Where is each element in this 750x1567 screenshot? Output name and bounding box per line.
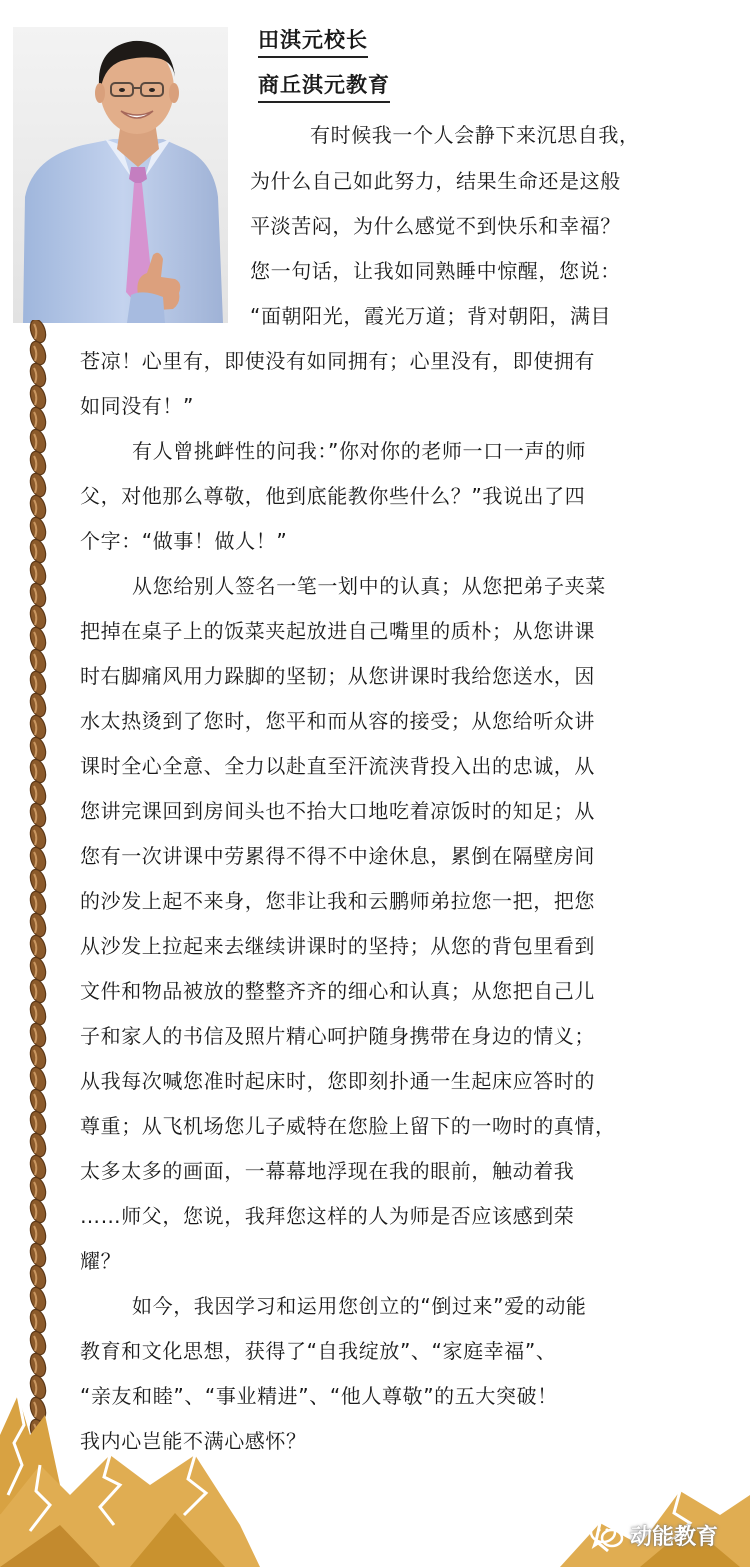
body-line: 从您给别人签名一笔一划中的认真；从您把弟子夹菜 xyxy=(132,574,606,598)
watermark-text: 动能教育 xyxy=(630,1524,719,1550)
body-line: 为什么自己如此努力，结果生命还是这般 xyxy=(250,169,621,193)
body-line: 有时候我一个人会静下来沉思自我， xyxy=(310,123,640,147)
body-line: 时右脚痛风用力跺脚的坚韧；从您讲课时我给您送水，因 xyxy=(80,664,595,688)
body-line: 尊重；从飞机场您儿子威特在您脸上留下的一吻时的真情， xyxy=(80,1114,616,1138)
body-line: 教育和文化思想，获得了“自我绽放”、“家庭幸福”、 xyxy=(80,1339,557,1363)
body-line: 子和家人的书信及照片精心呵护随身携带在身边的情义； xyxy=(80,1024,595,1048)
body-line: 我内心岂能不满心感怀？ xyxy=(80,1429,307,1453)
body-line: “亲友和睦”、“事业精进”、“他人尊敬”的五大突破！ xyxy=(80,1384,558,1408)
wechat-icon xyxy=(590,1520,624,1550)
body-line: 从我每次喊您准时起床时，您即刻扑通一生起床应答时的 xyxy=(80,1069,595,1093)
watermark xyxy=(590,1518,718,1552)
body-line: 文件和物品被放的整整齐齐的细心和认真；从您把自己儿 xyxy=(80,979,595,1003)
author-name: 田淇元校长 xyxy=(258,27,368,58)
body-line: 您讲完课回到房间头也不抬大口地吃着凉饭时的知足；从 xyxy=(80,799,595,823)
body-line: 父，对他那么尊敬，他到底能教你些什么？”我说出了四 xyxy=(80,484,586,508)
body-line: 太多太多的画面，一幕幕地浮现在我的眼前，触动着我 xyxy=(80,1159,575,1183)
body-line: 个字：“做事！做人！” xyxy=(80,529,288,553)
body-line: 您有一次讲课中劳累得不得不中途休息，累倒在隔壁房间 xyxy=(80,844,595,868)
body-line: 耀？ xyxy=(80,1249,122,1273)
body-line: 课时全心全意、全力以赴直至汗流浃背投入出的忠诚，从 xyxy=(80,754,595,778)
rope-border xyxy=(22,320,54,1567)
body-line: “面朝阳光，霞光万道；背对朝阳，满目 xyxy=(250,304,612,328)
body-line: 苍凉！心里有，即使没有如同拥有；心里没有，即使拥有 xyxy=(80,349,595,373)
body-line: 如今，我因学习和运用您创立的“倒过来”爱的动能 xyxy=(132,1294,587,1318)
body-line: 把掉在桌子上的饭菜夹起放进自己嘴里的质朴；从您讲课 xyxy=(80,619,595,643)
body-line: 如同没有！” xyxy=(80,394,194,418)
body-line: ……师父，您说，我拜您这样的人为师是否应该感到荣 xyxy=(80,1204,575,1228)
body-line: 的沙发上起不来身，您非让我和云鹏师弟拉您一把，把您 xyxy=(80,889,595,913)
author-organization: 商丘淇元教育 xyxy=(258,72,390,103)
body-line: 从沙发上拉起来去继续讲课时的坚持；从您的背包里看到 xyxy=(80,934,595,958)
portrait-photo xyxy=(13,27,228,323)
body-line: 有人曾挑衅性的问我：”你对你的老师一口一声的师 xyxy=(132,439,587,463)
body-line: 水太热烫到了您时，您平和而从容的接受；从您给听众讲 xyxy=(80,709,595,733)
body-line: 平淡苦闷，为什么感觉不到快乐和幸福？ xyxy=(250,214,621,238)
body-line: 您一句话，让我如同熟睡中惊醒，您说： xyxy=(250,259,621,283)
